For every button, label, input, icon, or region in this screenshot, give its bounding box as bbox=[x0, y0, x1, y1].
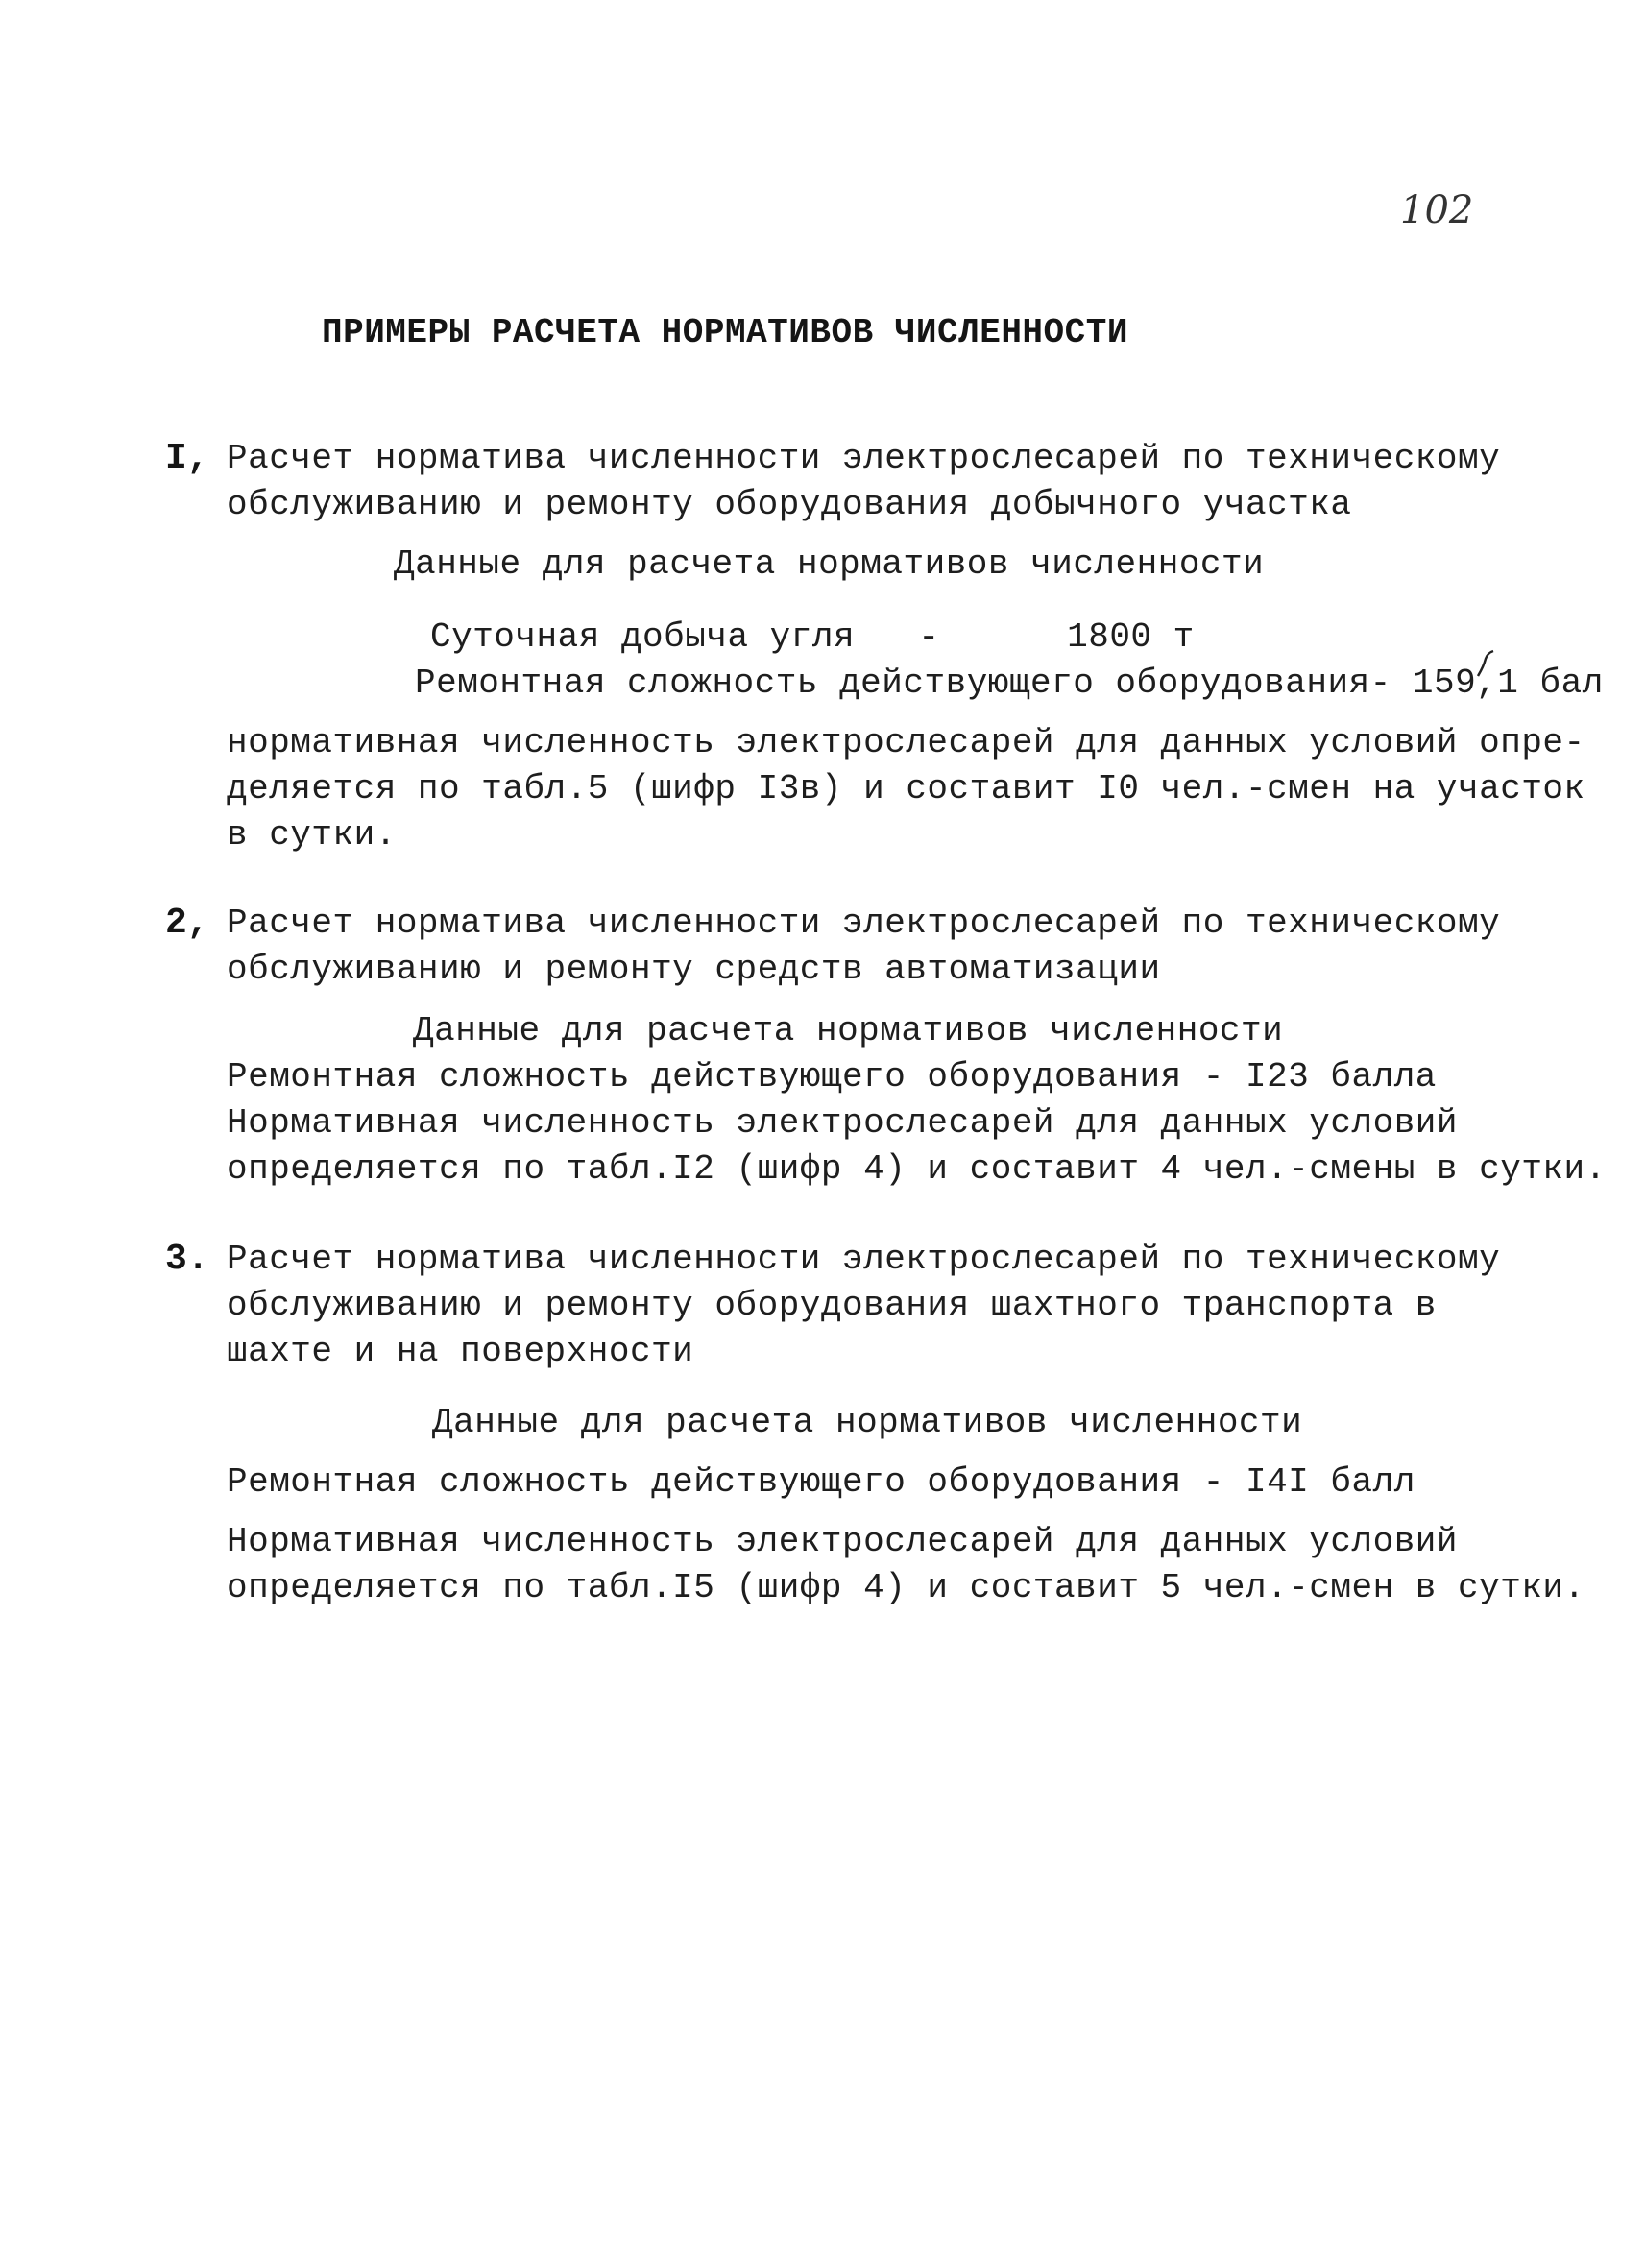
section-3-subheading: Данные для расчета нормативов численности bbox=[432, 1403, 1303, 1442]
section-1-text-line-2: деляется по табл.5 (шифр I3в) и составит I0 чел.-смен на участок bbox=[227, 769, 1585, 808]
section-2-title-line-1: Расчет норматива численности электрослесарей по техническому bbox=[227, 904, 1501, 943]
section-2-text-line-2: Нормативная численность электрослесарей для данных условий bbox=[227, 1103, 1459, 1143]
section-2-subheading: Данные для расчета нормативов численности bbox=[413, 1011, 1284, 1050]
section-3-text-line-2: Нормативная численность электрослесарей для данных условий bbox=[227, 1522, 1459, 1561]
handwritten-tick-mark bbox=[1474, 649, 1497, 678]
section-3-title-line-2: обслуживанию и ремонту оборудования шахтного транспорта в bbox=[227, 1286, 1437, 1325]
section-1-data-line-1: Суточная добыча угля - 1800 т bbox=[430, 617, 1195, 657]
section-3-title-line-3: шахте и на поверхности bbox=[227, 1332, 694, 1371]
section-1-number: I, bbox=[165, 438, 209, 479]
page-number: 102 bbox=[1400, 188, 1474, 232]
section-2-text-line-1: Ремонтная сложность действующего оборудования - I23 балла bbox=[227, 1057, 1437, 1097]
section-1-text-line-3: в сутки. bbox=[227, 815, 397, 855]
section-1-text-line-1: нормативная численность электрослесарей для данных условий опре- bbox=[227, 723, 1585, 762]
section-3-text-line-3: определяется по табл.I5 (шифр 4) и составит 5 чел.-смен в сутки. bbox=[227, 1568, 1585, 1607]
section-2-title-line-2: обслуживанию и ремонту средств автоматизации bbox=[227, 950, 1161, 989]
section-2-text-line-3: определяется по табл.I2 (шифр 4) и составит 4 чел.-смены в сутки. bbox=[227, 1149, 1607, 1189]
section-3-title-line-1: Расчет норматива численности электрослесарей по техническому bbox=[227, 1240, 1501, 1279]
section-1-title-line-1: Расчет норматива численности электрослесарей по техническому bbox=[227, 439, 1501, 478]
page-title: ПРИМЕРЫ РАСЧЕТА НОРМАТИВОВ ЧИСЛЕННОСТИ bbox=[322, 313, 1128, 352]
section-3-number: 3. bbox=[165, 1239, 209, 1280]
section-3-text-line-1: Ремонтная сложность действующего оборудования - I4I балл bbox=[227, 1462, 1415, 1502]
section-2-number: 2, bbox=[165, 903, 209, 944]
section-1-subheading: Данные для расчета нормативов численности bbox=[394, 544, 1265, 584]
section-1-data-line-2: Ремонтная сложность действующего оборудования- 159,1 бал bbox=[415, 664, 1604, 703]
section-1-title-line-2: обслуживанию и ремонту оборудования добычного участка bbox=[227, 485, 1352, 524]
